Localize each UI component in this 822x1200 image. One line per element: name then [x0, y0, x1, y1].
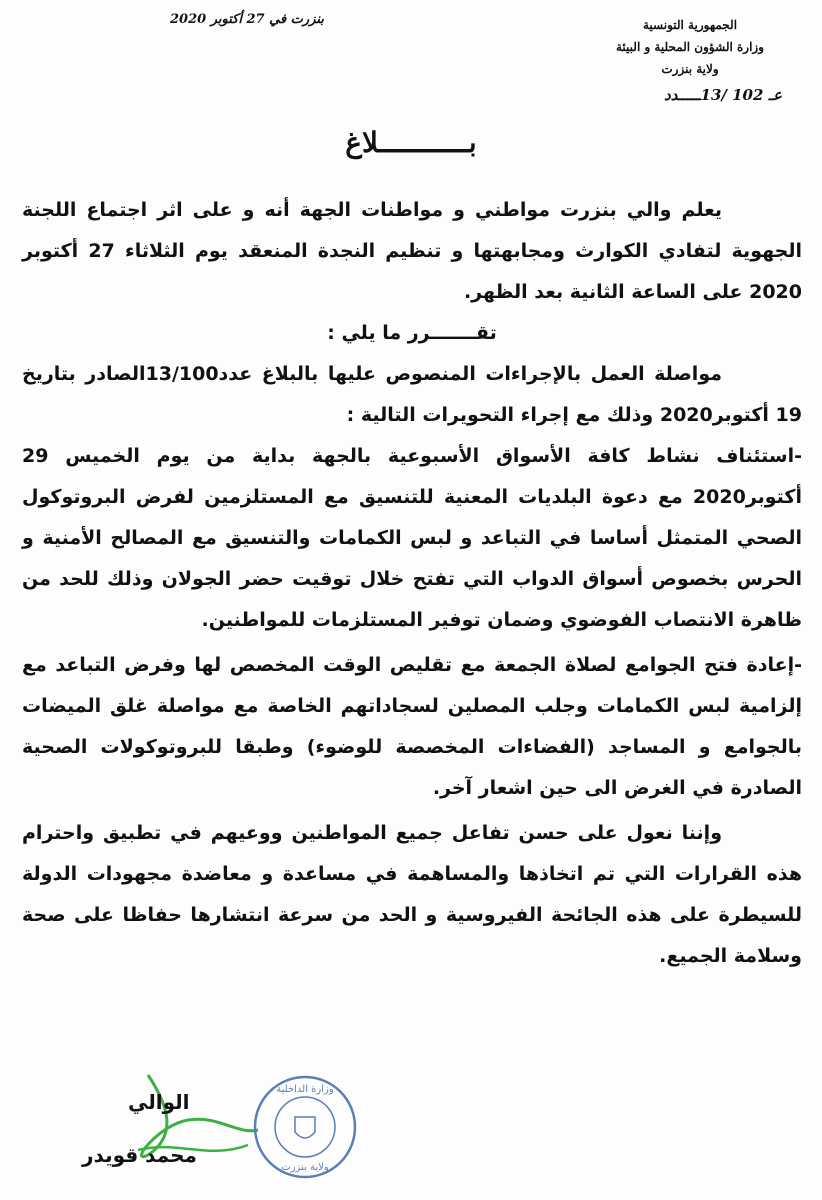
letterhead	[580, 14, 800, 80]
stamp-text-bottom: ولاية بنزرت	[281, 1162, 329, 1173]
official-stamp	[250, 1072, 360, 1182]
reference-number: عـ 102 /13ـــــدد	[664, 86, 782, 104]
place-date: بنزرت في 27 أكتوبر 2020	[170, 12, 324, 27]
continuation-paragraph: مواصلة العمل بالإجراءات المنصوص عليها بالبلاغ عدد13/100الصادر بتاريخ 19 أكتوبر2020 وذلك مع إجراء التحويرات التالية :	[22, 363, 802, 426]
intro-paragraph: يعلم والي بنزرت مواطني و مواطنات الجهة أنه و على اثر اجتماع اللجنة الجهوية لتفادي الكوارث ومجابهتها و تنظيم النجدة المنعقد يوم الثلاثاء 27 أكتوبر 2020 على الساعة الثانية بعد الظهر.	[22, 199, 802, 303]
signatory-name: محمد قويدر	[82, 1143, 197, 1167]
mosques-measure: -إعادة فتح الجوامع لصلاة الجمعة مع تقليص الوقت المخصص لها وفرض التباعد مع إلزامية لبس الكمامات وجلب المصلين لسجاداتهم الخاصة مع مواصلة غلق الميضات بالجوامع و المساجد (الفضاءات المخصصة للوضوء) وطبقا للبروتوكولات الصحية الصادرة في الغرض الى حين اشعار آخر.	[22, 654, 802, 799]
document-title: بـــــــــــلاغ	[345, 126, 477, 159]
decision-heading: تقـــــــرر ما يلي :	[327, 322, 497, 344]
markets-measure: -استئناف نشاط كافة الأسواق الأسبوعية بالجهة بداية من يوم الخميس 29 أكتوبر2020 مع دعوة البلديات المعنية للتنسيق مع المستلزمين لفرض البروتوكول الصحي المتمثل أساسا في التباعد و لبس الكمامات والتنسيق مع المصالح الأمنية و الحرس بخصوص أسواق الدواب التي تفتح خلال توقيت حضر الجولان وذلك للحد من ظاهرة الانتصاب الفوضوي وضمان توفير المستلزمات للمواطنين.	[22, 445, 802, 631]
letterhead-ministry: وزارة الشؤون المحلية و البيئة	[615, 40, 764, 54]
document-body	[22, 190, 802, 977]
closing-paragraph: وإننا نعول على حسن تفاعل جميع المواطنين ووعيهم في تطبيق واحترام هذه القرارات التي تم اتخاذها والمساهمة في مساعدة و معاضدة مجهودات الدولة للسيطرة على هذه الجائحة الفيروسية و الحد من سرعة انتشارها حفاظا على صحة وسلامة الجميع.	[22, 822, 802, 967]
signatory-title: الوالي	[128, 1090, 190, 1114]
stamp-text-top: وزارة الداخلية	[276, 1084, 334, 1095]
letterhead-governorate: ولاية بنزرت	[661, 62, 719, 76]
letterhead-country: الجمهورية التونسية	[642, 18, 738, 32]
